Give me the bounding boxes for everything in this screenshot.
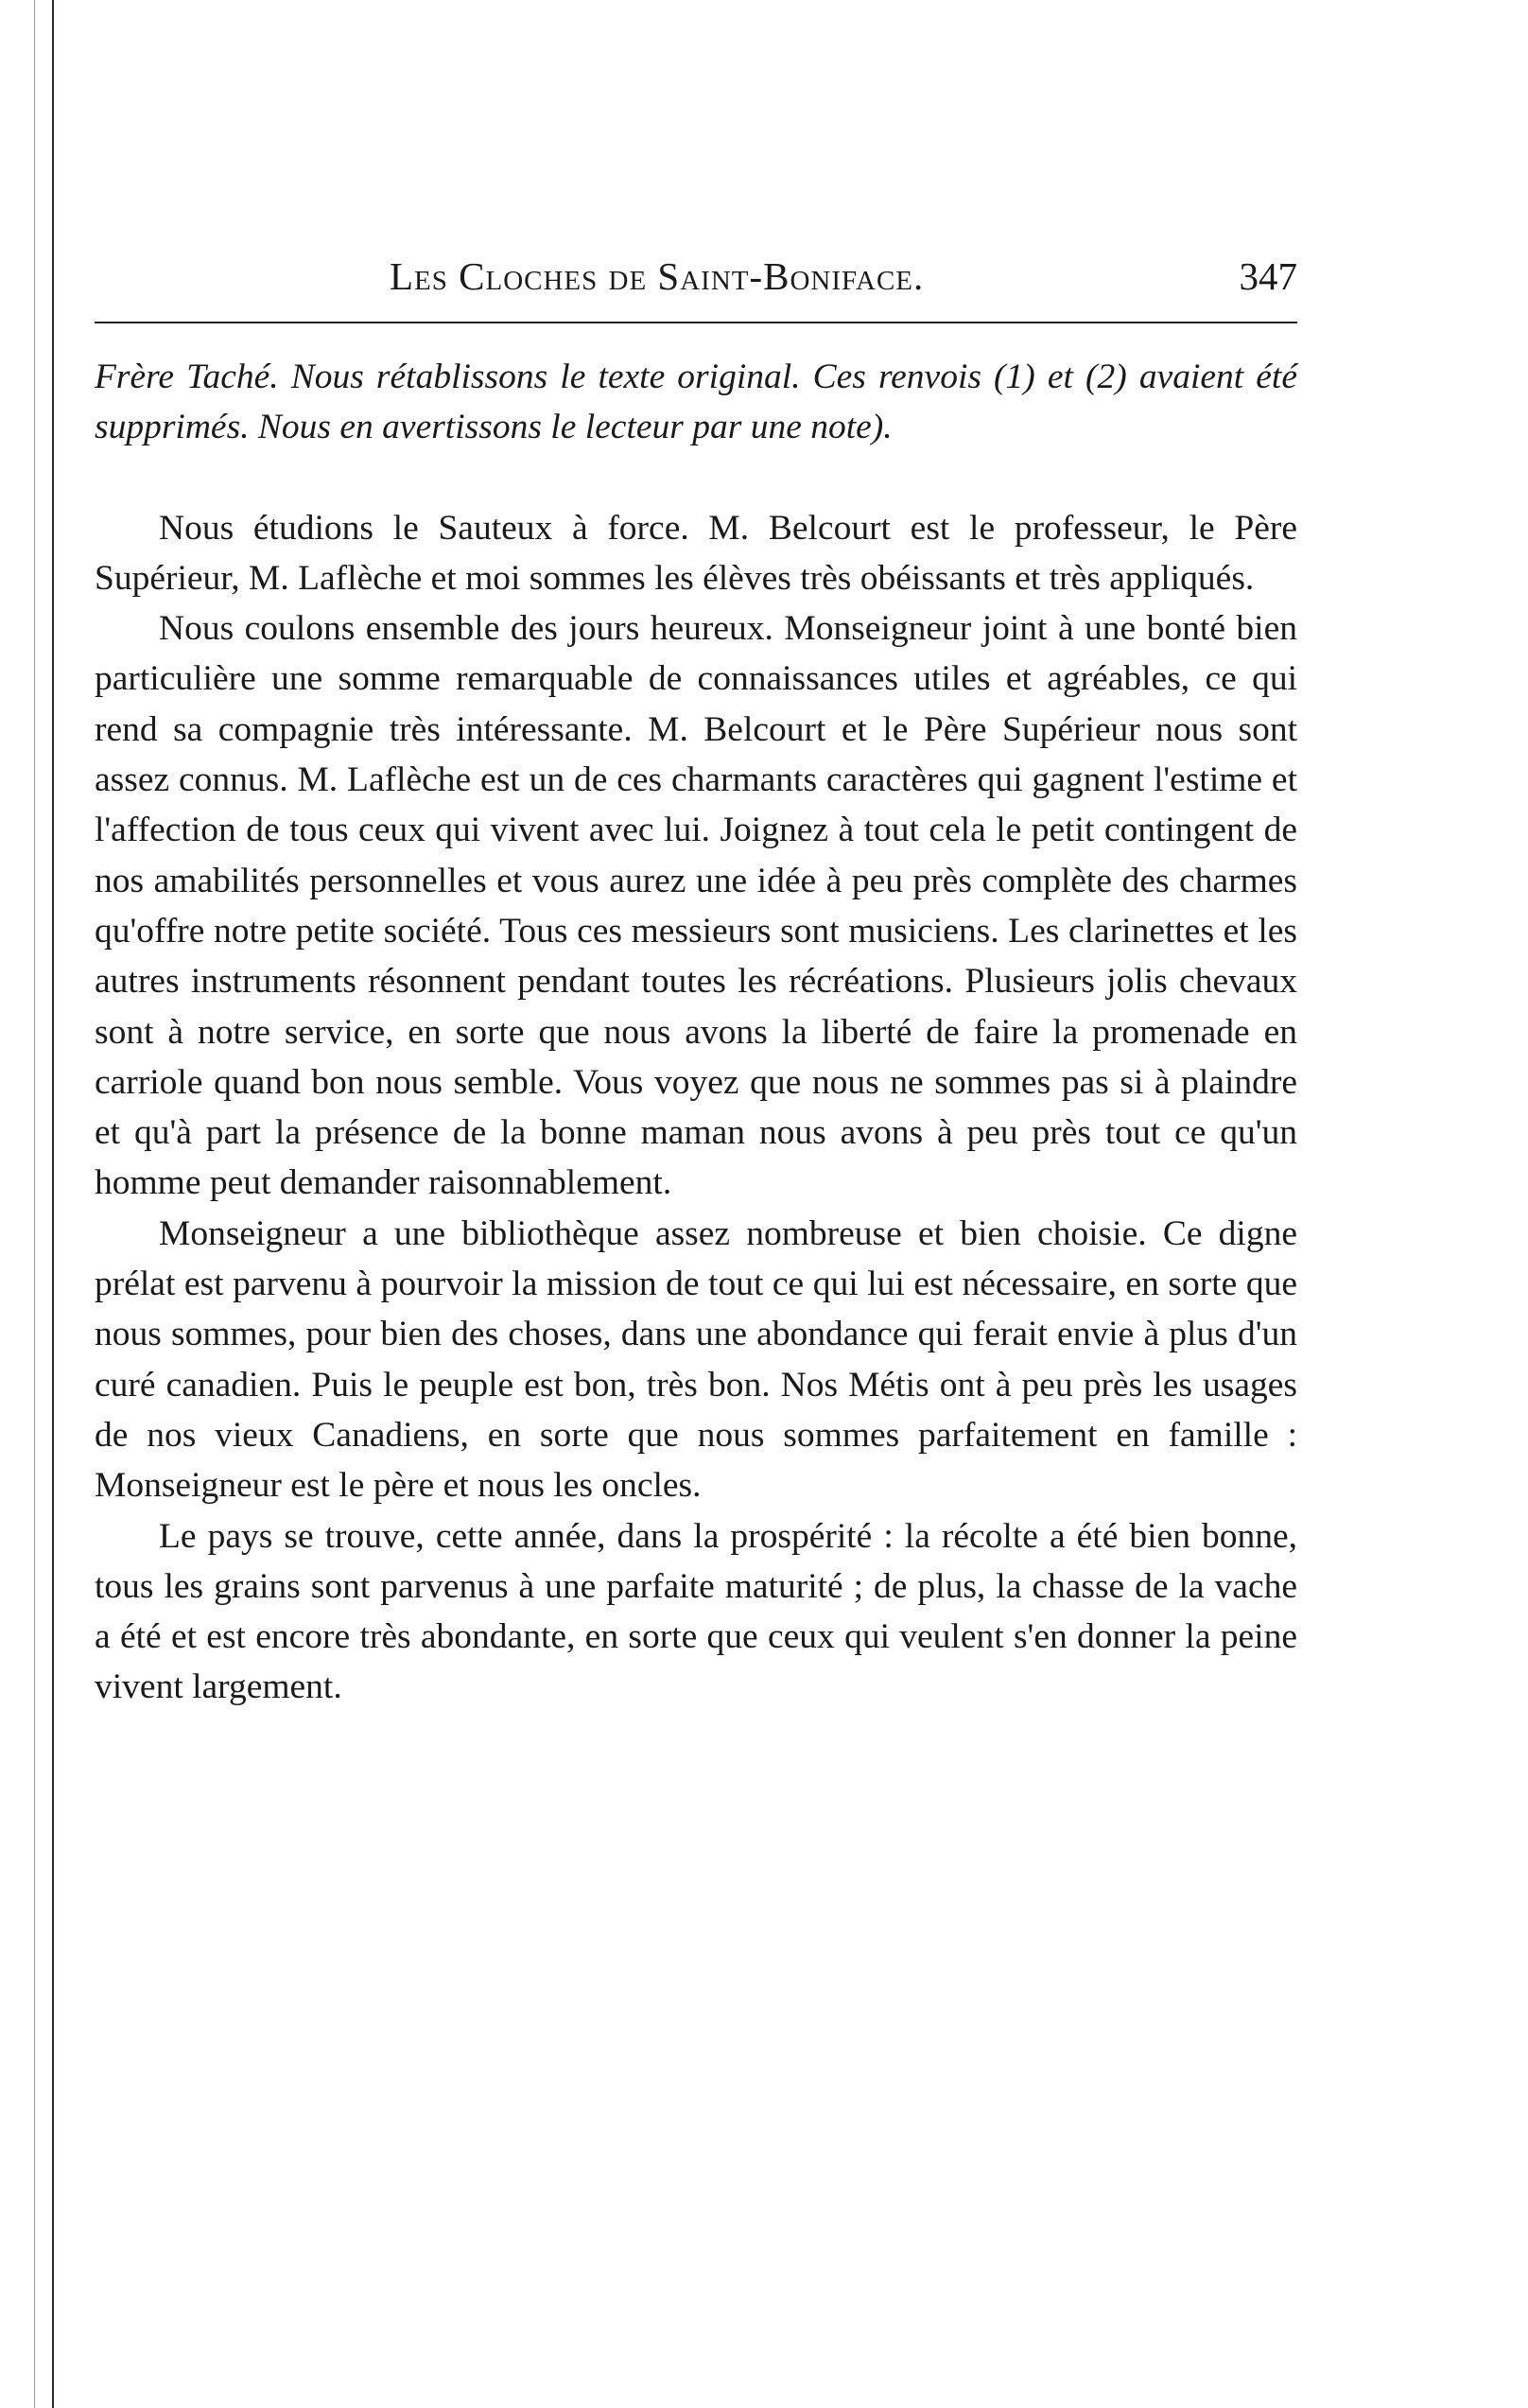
paragraph: Le pays se trouve, cette année, dans la prospérité : la récolte a été bien bonne, tous les grains sont parvenus à une parfaite maturité ; de plus, la chasse de la vache a été et est encore très abondante, en sorte que ceux qui veulent s'en donner la peine vivent largement.	[95, 1516, 1297, 1707]
page-number: 347	[1239, 254, 1297, 298]
header-rule	[95, 322, 1297, 323]
footnote-continuation: Frère Taché. Nous rétablissons le texte original. Ces renvois (1) et (2) avaient été supprimés. Nous en avertissons le lecteur par une note).	[95, 358, 1297, 447]
paragraph: Nous étudions le Sauteux à force. M. Belcourt est le professeur, le Père Supérieur, M. Laflèche et moi sommes les élèves très obéissants et très appliqués.	[95, 508, 1297, 598]
body-text	[95, 352, 1297, 1713]
running-title: Les Cloches de Saint-Boniface.	[390, 254, 925, 298]
page-edge-shadow	[34, 0, 35, 2408]
page-header	[95, 253, 1297, 310]
paragraph: Nous coulons ensemble des jours heureux. Monseigneur joint à une bonté bien particulière une somme remarquable de connaissances utiles et agréables, ce qui rend sa compagnie très intéressante. M. Belcourt et le Père Supérieur nous sont assez connus. M. Laflèche est un de ces charmants caractères qui gagnent l'estime et l'affection de tous ceux qui vivent avec lui. Joignez à tout cela le petit contingent de nos amabilités personnelles et vous aurez une idée à peu près complète des charmes qu'offre notre petite société. Tous ces messieurs sont musiciens. Les clarinettes et les autres instruments résonnent pendant toutes les récréations. Plusieurs jolis chevaux sont à notre service, en sorte que nous avons la liberté de faire la promenade en carriole quand bon nous semble. Vous voyez que nous ne sommes pas si à plaindre et qu'à part la présence de la bonne maman nous avons à peu près tout ce qu'un homme peut demander raisonnablement.	[95, 609, 1297, 1203]
page-binding-edge	[52, 0, 54, 2408]
paragraph: Monseigneur a une bibliothèque assez nombreuse et bien choisie. Ce digne prélat est parvenu à pourvoir la mission de tout ce qui lui est nécessaire, en sorte que nous sommes, pour bien des choses, dans une abondance qui ferait envie à plus d'un curé canadien. Puis le peuple est bon, très bon. Nos Métis ont à peu près les usages de nos vieux Canadiens, en sorte que nous sommes parfaitement en famille : Monseigneur est le père et nous les oncles.	[95, 1213, 1297, 1506]
